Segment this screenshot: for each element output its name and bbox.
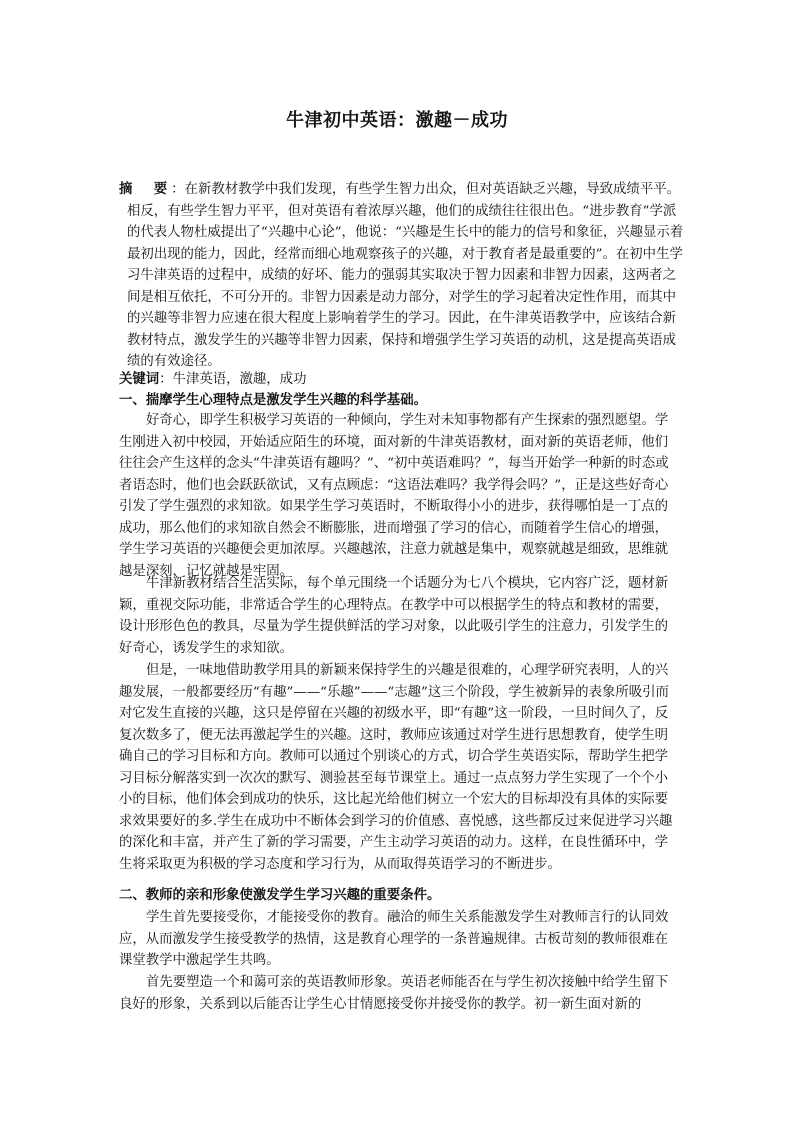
abstract-paragraph: [119, 179, 687, 373]
document-title: 牛津初中英语：激趣－成功: [286, 110, 508, 131]
abstract-label: 摘 要: [119, 181, 172, 197]
section1-paragraph-2: 牛津新教材结合生活实际，每个单元围绕一个话题分为七八个模块，它内容广泛，题材新颖，重视交际功能，非常适合学生的心理特点。在教学中可以根据学生的特点和教材的需要，设计形形色色的教具，尽量为学生提供鲜活的学习对象，以此吸引学生的注意力，引发学生的好奇心，诱发学生的求知欲。: [119, 576, 669, 656]
section2-paragraph-2: 首先要塑造一个和蔼可亲的英语教师形象。英语老师能否在与学生初次接触中给学生留下良好的形象，关系到以后能否让学生心甘情愿接受你并接受你的教学。初一新生面对新的: [119, 975, 669, 1012]
keywords-label: 关键词: [119, 371, 160, 387]
section-heading-1: 一、揣摩学生心理特点是激发学生兴趣的科学基础。: [119, 392, 427, 408]
abstract-text: ：在新教材教学中我们发现，有些学生智力出众，但对英语缺乏兴趣，导致成绩平平。相反，有些学生智力平平，但对英语有着浓厚兴趣，他们的成绩往往很出色。“进步教育”学派的代表人物杜威提出了“兴趣中心论”，他说：“兴趣是生长中的能力的信号和象征，兴趣显示着最初出现的能力，因此，经常而细心地观察孩子的兴趣，对于教育者是最重要的”。在初中生学习牛津英语的过程中，成绩的好坏、能力的强弱其实取决于智力因素和非智力因素，这两者之间是相互依托，不可分开的。非智力因素是动力部分，对学生的学习起着决定性作用，而其中的兴趣等非智力应速在很大程度上影响着学生的学习。因此，在牛津英语教学中，应该结合新教材特点，激发学生的兴趣等非智力因素，保持和增强学生学习英语的动机，这是提高英语成绩的有效途径。: [127, 182, 684, 369]
section-heading-2: 二、教师的亲和形象使激发学生学习兴趣的重要条件。: [119, 887, 441, 903]
keywords-line: [119, 369, 679, 391]
section1-paragraph-1: 好奇心，即学生积极学习英语的一种倾向，学生对未知事物都有产生探索的强烈愿望。学生刚进入初中校园，开始适应陌生的环境，面对新的牛津英语教材，面对新的英语老师，他们往往会产生这样的念头“牛津英语有趣吗？”、“初中英语难吗？”，每当开始学一种新的时态或者语态时，他们也会跃跃欲试，又有点顾虑：“这语法难吗？我学得会吗？”，正是这些好奇心引发了学生强烈的求知欲。如果学生学习英语时，不断取得小小的进步，获得哪怕是一丁点的成功，那么他们的求知欲自然会不断膨胀，进而增强了学习的信心，而随着学生信心的增强，学生学习英语的兴趣便会更加浓厚。兴趣越浓，注意力就越是集中，观察就越是细致，思维就越是深刻，记忆就越是牢固。: [119, 413, 669, 579]
keywords-text: ：牛津英语，激趣，成功: [159, 372, 307, 387]
section2-paragraph-1: 学生首先要接受你，才能接受你的教育。融洽的师生关系能激发学生对教师言行的认同效应，从而激发学生接受教学的热情，这是教育心理学的一条普遍规律。古板苛刻的教师很难在课堂教学中激起学生共鸣。: [119, 910, 669, 968]
section1-paragraph-3: 但是，一味地借助教学用具的新颖来保持学生的兴趣是很难的，心理学研究表明，人的兴趣发展，一般都要经历“有趣”——“乐趣”——“志趣”这三个阶段，学生被新异的表象所吸引而对它发生直接的兴趣，这只是停留在兴趣的初级水平，即“有趣”这一阶段，一旦时间久了，反复次数多了，便无法再激起学生的兴趣。这时，教师应该通过对学生进行思想教育，使学生明确自己的学习目标和方向。教师可以通过个别谈心的方式，切合学生英语实际，帮助学生把学习目标分解落实到一次次的默写、测验甚至每节课堂上。通过一点点努力学生实现了一个个小小的目标，他们体会到成功的快乐，这比起光给他们树立一个宏大的目标却没有具体的实际要求效果要好的多.学生在成功中不断体会到学习的价值感、喜悦感，这些都反过来促进学习兴趣的深化和丰富，并产生了新的学习需要，产生主动学习英语的动力。这样，在良性循环中，学生将采取更为积极的学习态度和学习行为，从而取得英语学习的不断进步。: [119, 663, 673, 872]
